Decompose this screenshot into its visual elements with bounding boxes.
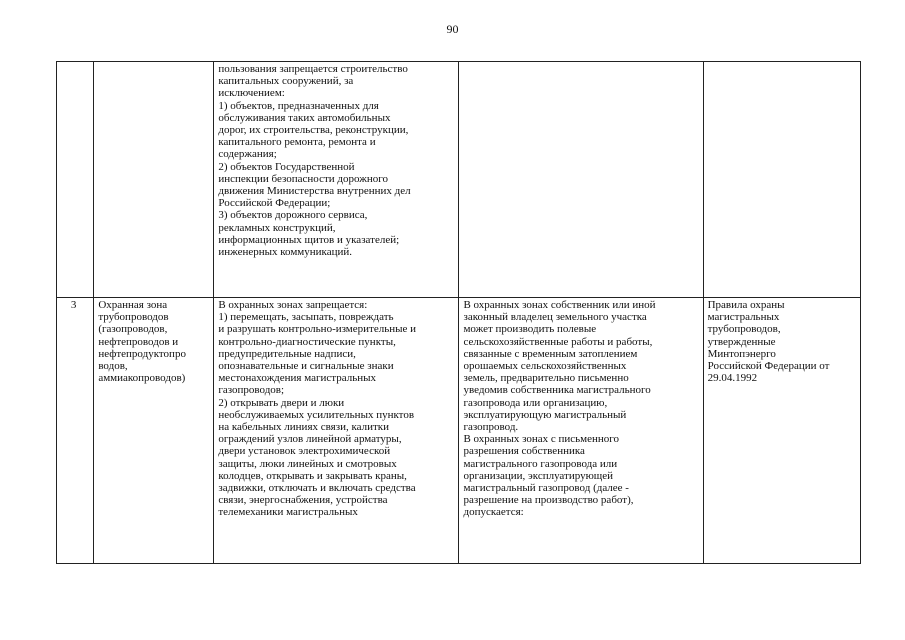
cell-text-line: 3) объектов дорожного сервиса,: [218, 209, 368, 222]
cell-text-line: (газопроводов,: [98, 323, 168, 336]
cell-text-line: Минтопэнерго: [707, 347, 776, 360]
cell-text-line: информационных щитов и указателей;: [218, 233, 400, 246]
cell-text-line: сельскохозяйственные работы и работы,: [463, 335, 653, 348]
cell-text-line: газопроводов;: [218, 384, 285, 397]
cell-text-line: Правила охраны: [707, 299, 785, 311]
cell-text-line: В охранных зонах с письменного: [463, 433, 620, 446]
cell-text-line: утвержденные: [707, 335, 776, 348]
legal-basis-cell: [703, 298, 860, 564]
cell-text-line: колодцев, открывать и закрывать краны,: [218, 469, 407, 482]
cell-text-line: 2) открывать двери и люки: [218, 396, 345, 409]
cell-text-line: организации, эксплуатирующей: [463, 469, 614, 482]
cell-text-line: обслуживания таких автомобильных: [218, 111, 391, 124]
cell-text-line: контрольно-диагностические пункты,: [218, 335, 396, 348]
cell-text-line: разрешение на производство работ),: [463, 494, 634, 507]
zone-name-cell: [94, 298, 214, 564]
cell-text-line: инспекции безопасности дорожного: [218, 172, 388, 185]
cell-text-line: на кабельных линиях связи, калитки: [218, 421, 390, 434]
cell-text-line: местонахождения магистральных: [218, 372, 376, 385]
cell-text-line: капитальных сооружений, за: [218, 75, 354, 88]
cell-text-line: разрешения собственника: [463, 445, 585, 458]
cell-text-line: дорог, их строительства, реконструкции,: [218, 124, 409, 137]
cell-text-line: ограждений узлов линейной арматуры,: [218, 433, 402, 446]
page-number: 90: [446, 22, 459, 36]
cell-text-line: 1) объектов, предназначенных для: [218, 99, 379, 112]
cell-text-line: уведомив собственника магистрального: [463, 384, 651, 397]
cell-text-line: трубопроводов: [98, 311, 169, 324]
cell-text-line: пользования запрещается строительство: [218, 63, 408, 75]
cell-text-line: аммиакопроводов): [98, 372, 186, 385]
cell-text-line: Охранная зона: [98, 299, 168, 311]
cell-text-line: допускается:: [463, 506, 524, 519]
cell-text-line: магистральный газопровод (далее -: [463, 482, 629, 495]
zones-table: [56, 61, 861, 564]
restrictions-cell: [214, 62, 459, 298]
cell-text-line: газопровода или организацию,: [463, 396, 608, 409]
cell-text-line: Российской Федерации от: [707, 360, 830, 373]
cell-text-line: нефтепроводов и: [98, 335, 179, 348]
cell-text-line: может производить полевые: [463, 323, 597, 336]
cell-text-line: двери установок электрохимической: [218, 445, 391, 458]
permissions-cell: [459, 298, 703, 564]
cell-text-line: 2) объектов Государственной: [218, 160, 355, 173]
cell-text-line: водов,: [98, 360, 128, 373]
cell-text-line: опознавательные и сигнальные знаки: [218, 360, 394, 373]
cell-text-line: инженерных коммуникаций.: [218, 246, 352, 259]
cell-text-line: нефтепродуктопро: [98, 347, 186, 360]
restrictions-cell: [214, 298, 459, 564]
cell-text-line: 1) перемещать, засыпать, повреждать: [218, 311, 394, 324]
cell-text-line: связанные с временным затоплением: [463, 347, 638, 360]
cell-text-line: рекламных конструкций,: [218, 221, 336, 234]
cell-text-line: защиты, люки линейных и смотровых: [218, 457, 397, 470]
cell-text-line: земель, предварительно письменно: [463, 372, 629, 385]
number-cell: 3: [57, 298, 94, 564]
table-row-3: [57, 298, 861, 564]
number-cell: [57, 62, 94, 298]
cell-text-line: В охранных зонах собственник или иной: [463, 299, 656, 311]
cell-text-line: магистрального газопровода или: [463, 457, 618, 470]
cell-text-line: орошаемых сельскохозяйственных: [463, 360, 627, 373]
cell-text-line: и разрушать контрольно-измерительные и: [218, 323, 417, 336]
cell-text-line: связи, энергоснабжения, устройства: [218, 494, 388, 507]
cell-text-line: капитального ремонта, ремонта и: [218, 136, 376, 149]
cell-text-line: законный владелец земельного участка: [463, 311, 647, 324]
cell-text-line: необслуживаемых усилительных пунктов: [218, 408, 415, 421]
cell-text-line: движения Министерства внутренних дел: [218, 185, 411, 198]
cell-text-line: содержания;: [218, 148, 277, 161]
cell-text-line: газопровод.: [463, 421, 519, 434]
cell-text-line: магистральных: [707, 311, 780, 324]
permissions-cell: [459, 62, 703, 298]
cell-text-line: предупредительные надписи,: [218, 347, 356, 360]
cell-text-line: 29.04.1992: [707, 372, 758, 385]
legal-basis-cell: [703, 62, 860, 298]
cell-text-line: исключением:: [218, 87, 285, 100]
cell-text-line: телемеханики магистральных: [218, 506, 358, 519]
cell-text-line: В охранных зонах запрещается:: [218, 299, 368, 311]
cell-text-line: задвижки, отключать и включать средства: [218, 482, 416, 495]
cell-text-line: трубопроводов,: [707, 323, 781, 336]
zone-name-cell: [94, 62, 214, 298]
cell-text-line: эксплуатирующую магистральный: [463, 408, 627, 421]
table-row-continued: [57, 62, 861, 298]
cell-text-line: Российской Федерации;: [218, 197, 331, 210]
